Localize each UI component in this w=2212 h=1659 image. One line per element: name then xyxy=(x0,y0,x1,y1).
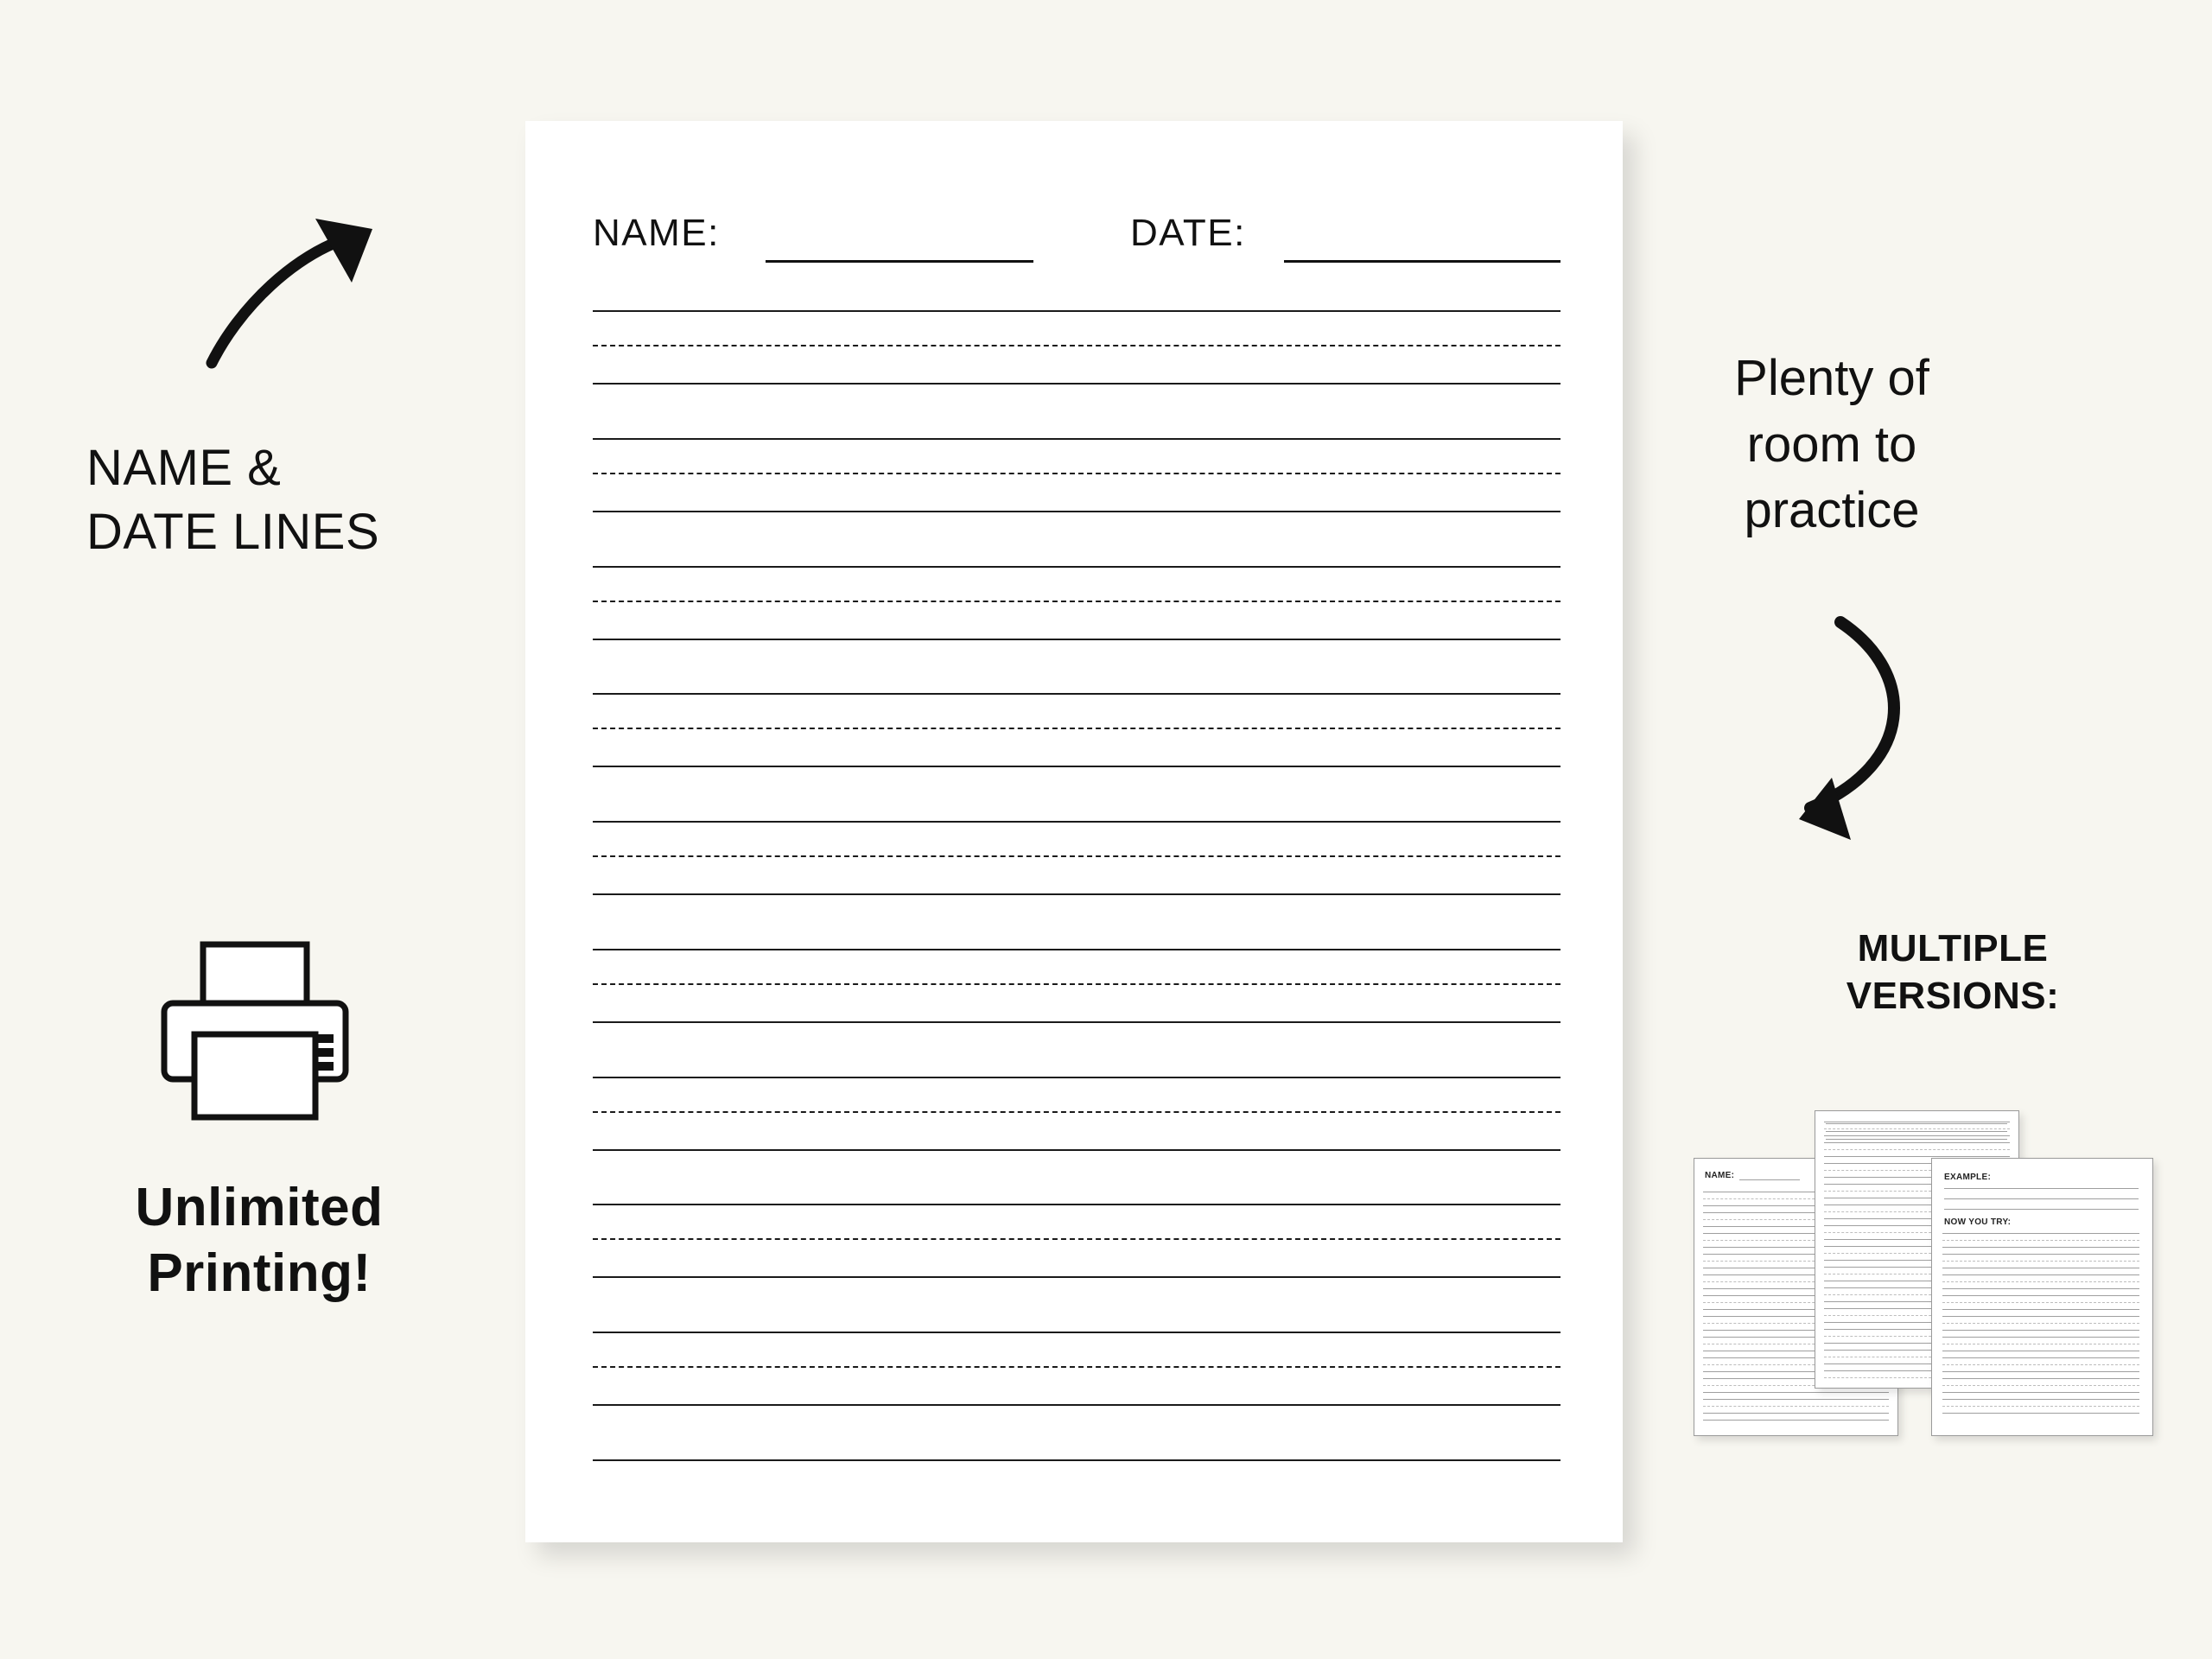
practice-line-solid-top[interactable] xyxy=(593,1332,1560,1333)
thumbnail-header-line xyxy=(1826,1131,2007,1132)
practice-line-solid-bottom[interactable] xyxy=(593,1021,1560,1023)
practice-line-dashed-middle[interactable] xyxy=(593,1111,1560,1113)
unlimited-printing-caption xyxy=(52,1175,467,1306)
thumbnail-dashed-line xyxy=(1824,1149,2010,1150)
thumbnail-solid-line xyxy=(1703,1399,1889,1400)
practice-room-line2: room to xyxy=(1746,416,1917,473)
thumbnail-solid-line xyxy=(1824,1156,2010,1157)
practice-line-solid-bottom[interactable] xyxy=(593,1459,1560,1461)
thumbnail-solid-line xyxy=(1942,1254,2139,1255)
practice-line-solid-top[interactable] xyxy=(593,693,1560,695)
curved-arrow-up-right-icon xyxy=(203,203,462,393)
practice-line-solid-bottom[interactable] xyxy=(593,1276,1560,1278)
thumbnail-solid-line xyxy=(1942,1399,2139,1400)
thumbnail-now-you-try-label: NOW YOU TRY: xyxy=(1944,1217,2012,1227)
thumbnail-example-line xyxy=(1944,1209,2139,1210)
practice-line-solid-top[interactable] xyxy=(593,1077,1560,1078)
practice-line-dashed-middle[interactable] xyxy=(593,1366,1560,1368)
version-thumbnail-stack xyxy=(1694,1089,2195,1452)
practice-line-solid-top[interactable] xyxy=(593,1204,1560,1205)
thumbnail-solid-line xyxy=(1942,1357,2139,1358)
thumbnail-dashed-line xyxy=(1942,1240,2139,1241)
name-field-line[interactable] xyxy=(766,260,1033,263)
thumbnail-dashed-line xyxy=(1942,1406,2139,1407)
thumbnail-example-line xyxy=(1944,1198,2139,1199)
practice-line-solid-bottom[interactable] xyxy=(593,639,1560,640)
multiple-versions-line2: VERSIONS: xyxy=(1846,975,2060,1017)
practice-line-solid-top[interactable] xyxy=(593,949,1560,950)
printer-icon xyxy=(156,938,354,1123)
thumbnail-solid-line xyxy=(1942,1413,2139,1414)
practice-line-solid-bottom[interactable] xyxy=(593,766,1560,767)
thumbnail-solid-line xyxy=(1942,1233,2139,1234)
name-field-label: NAME: xyxy=(593,212,720,254)
multiple-versions-caption xyxy=(1745,925,2160,1020)
curved-arrow-down-left-icon xyxy=(1702,605,1953,864)
practice-room-line1: Plenty of xyxy=(1734,350,1929,406)
practice-line-dashed-middle[interactable] xyxy=(593,855,1560,857)
practice-lines-area xyxy=(593,307,1560,1456)
thumbnail-solid-line xyxy=(1942,1378,2139,1379)
unlimited-printing-line2: Printing! xyxy=(147,1243,372,1303)
thumbnail-solid-line xyxy=(1942,1371,2139,1372)
practice-line-solid-top[interactable] xyxy=(593,566,1560,568)
multiple-versions-line1: MULTIPLE xyxy=(1857,927,2049,969)
thumbnail-solid-line xyxy=(1942,1337,2139,1338)
practice-line-dashed-middle[interactable] xyxy=(593,983,1560,985)
right-annotation-column xyxy=(1642,0,2212,1659)
thumbnail-solid-line xyxy=(1942,1274,2139,1275)
thumbnail-example-line xyxy=(1944,1188,2139,1189)
practice-line-dashed-middle[interactable] xyxy=(593,345,1560,346)
thumbnail-name-line xyxy=(1739,1179,1800,1180)
thumbnail-name-label: NAME: xyxy=(1705,1171,1735,1180)
practice-line-solid-top[interactable] xyxy=(593,821,1560,823)
thumbnail-example-label: EXAMPLE: xyxy=(1944,1173,1992,1182)
thumbnail-dashed-line xyxy=(1942,1302,2139,1303)
practice-room-caption xyxy=(1650,346,2013,544)
thumbnail-solid-line xyxy=(1824,1135,2010,1136)
practice-line-solid-bottom[interactable] xyxy=(593,511,1560,512)
date-field-label: DATE: xyxy=(1130,212,1246,254)
thumbnail-solid-line xyxy=(1703,1413,1889,1414)
name-date-caption xyxy=(86,436,493,564)
name-date-caption-line2: DATE LINES xyxy=(86,504,380,561)
thumbnail-solid-line xyxy=(1703,1392,1889,1393)
practice-room-line3: practice xyxy=(1744,482,1920,539)
practice-line-dashed-middle[interactable] xyxy=(593,473,1560,474)
thumbnail-solid-line xyxy=(1942,1288,2139,1289)
practice-line-solid-bottom[interactable] xyxy=(593,383,1560,385)
practice-line-solid-bottom[interactable] xyxy=(593,1404,1560,1406)
practice-line-dashed-middle[interactable] xyxy=(593,728,1560,729)
practice-line-solid-bottom[interactable] xyxy=(593,1149,1560,1151)
thumbnail-dashed-line xyxy=(1942,1323,2139,1324)
thumbnail-header-line xyxy=(1826,1139,2007,1140)
thumbnail-dashed-line xyxy=(1942,1385,2139,1386)
thumbnail-dashed-line xyxy=(1942,1281,2139,1282)
practice-line-solid-top[interactable] xyxy=(593,310,1560,312)
thumbnail-dashed-line xyxy=(1942,1364,2139,1365)
practice-line-solid-bottom[interactable] xyxy=(593,893,1560,895)
practice-line-dashed-middle[interactable] xyxy=(593,1238,1560,1240)
thumbnail-solid-line xyxy=(1703,1420,1889,1421)
thumbnail-dashed-line xyxy=(1942,1261,2139,1262)
name-date-caption-line1: NAME & xyxy=(86,440,282,496)
thumbnail-solid-line xyxy=(1942,1330,2139,1331)
thumbnail-solid-line xyxy=(1942,1295,2139,1296)
thumbnail-example-sheet[interactable] xyxy=(1931,1158,2153,1436)
practice-line-dashed-middle[interactable] xyxy=(593,601,1560,602)
thumbnail-solid-line xyxy=(1942,1247,2139,1248)
date-field-line[interactable] xyxy=(1284,260,1560,263)
unlimited-printing-line1: Unlimited xyxy=(135,1178,384,1237)
thumbnail-solid-line xyxy=(1942,1392,2139,1393)
left-annotation-column xyxy=(0,0,518,1659)
thumbnail-header-line xyxy=(1826,1123,2007,1124)
thumbnail-solid-line xyxy=(1824,1142,2010,1143)
worksheet-header xyxy=(593,212,1560,272)
thumbnail-dashed-line xyxy=(1824,1128,2010,1129)
practice-line-solid-top[interactable] xyxy=(593,438,1560,440)
thumbnail-solid-line xyxy=(1942,1316,2139,1317)
thumbnail-dashed-line xyxy=(1703,1406,1889,1407)
worksheet-page xyxy=(525,121,1623,1542)
thumbnail-solid-line xyxy=(1942,1309,2139,1310)
